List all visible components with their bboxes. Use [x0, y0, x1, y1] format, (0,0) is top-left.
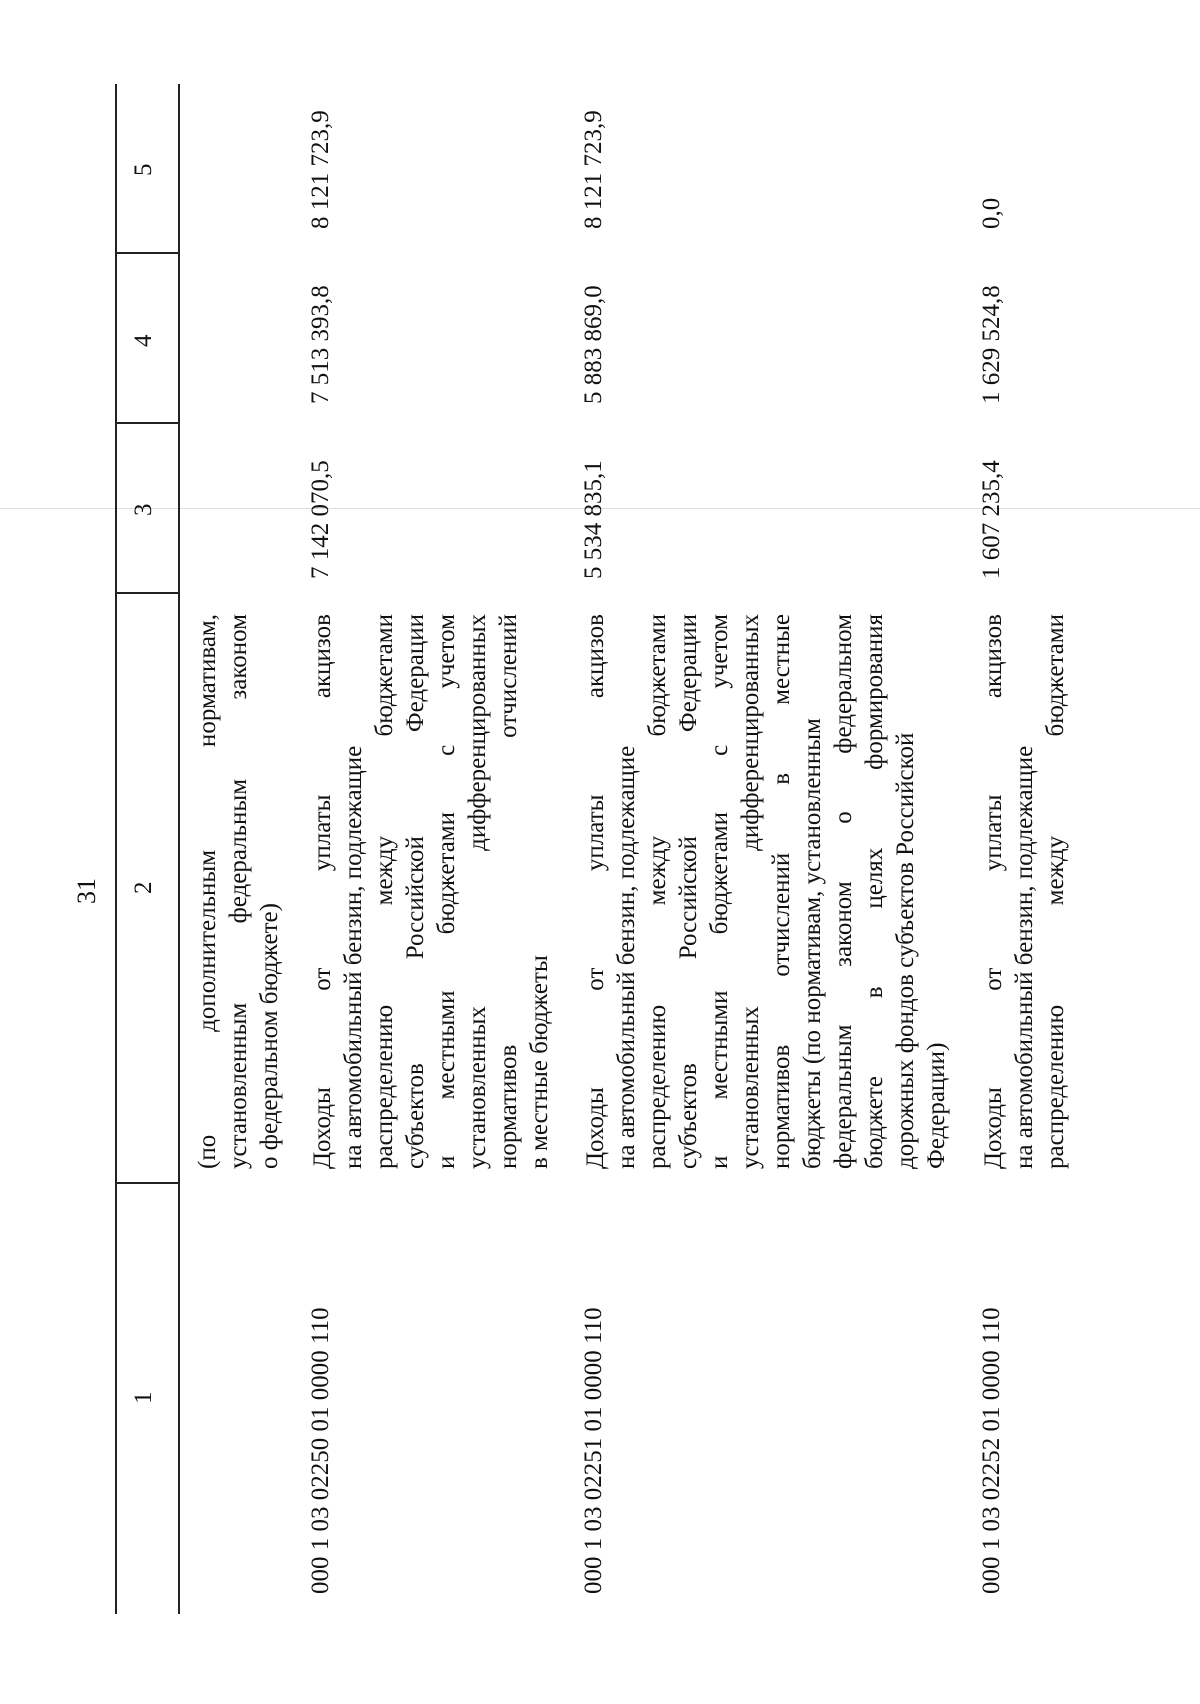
description-word: с	[706, 744, 733, 756]
description-line	[673, 614, 704, 1169]
description-word: распределению	[371, 1004, 398, 1169]
description-line	[890, 614, 921, 1169]
description-word: Доходы	[309, 1087, 336, 1169]
description-line	[1040, 614, 1071, 1169]
description-word: (по	[194, 1134, 221, 1169]
description-word: Федерации	[675, 614, 702, 733]
description-line	[254, 614, 285, 1169]
description-word: от	[309, 967, 336, 991]
description-line	[400, 614, 431, 1169]
row-0-description	[192, 614, 285, 1169]
description-word: федеральном	[830, 614, 857, 754]
row-2-col3: 5 534 835,1	[580, 460, 607, 579]
row-3-code: 000 1 03 02252 01 0000 110	[978, 1307, 1005, 1594]
description-line	[642, 614, 673, 1169]
description-word: бюджетами	[644, 614, 671, 737]
description-line	[462, 614, 493, 1169]
description-word: установленным	[225, 1002, 252, 1169]
description-word: Доходы	[980, 1087, 1007, 1169]
description-line	[921, 614, 952, 1169]
column-divider-1	[115, 1183, 178, 1185]
description-word: уплаты	[582, 794, 609, 872]
description-line	[369, 614, 400, 1169]
description-word: дифференцированных	[464, 614, 491, 851]
description-word: в местные бюджеты	[526, 955, 553, 1169]
description-line	[580, 614, 611, 1169]
description-word: установленных	[464, 1006, 491, 1169]
description-word: бюджетами	[1042, 614, 1069, 737]
row-3-description	[978, 614, 1071, 1169]
table-top-border	[115, 84, 117, 1614]
description-line	[192, 614, 223, 1169]
description-word: законом	[830, 881, 857, 967]
description-line	[524, 614, 555, 1169]
description-word: нормативам,	[194, 614, 221, 748]
description-word: учетом	[433, 614, 460, 689]
description-word: дифференцированных	[737, 614, 764, 851]
description-word: на автомобильный бензин, подлежащие	[613, 745, 640, 1169]
row-3-col4: 1 629 524,8	[978, 285, 1005, 404]
description-line	[859, 614, 890, 1169]
row-2-description	[580, 614, 952, 1169]
description-word: законом	[225, 614, 252, 700]
description-word: дополнительным	[194, 849, 221, 1032]
description-word: бюджетами	[706, 812, 733, 935]
description-word: акцизов	[309, 614, 336, 699]
description-line	[735, 614, 766, 1169]
column-header-4: 4	[130, 334, 157, 347]
description-word: формирования	[861, 614, 888, 770]
description-word: местными	[433, 990, 460, 1100]
description-word: местные	[768, 614, 795, 705]
row-2-col5: 8 121 723,9	[580, 110, 607, 229]
row-3-col3: 1 607 235,4	[978, 460, 1005, 579]
description-word: уплаты	[309, 794, 336, 872]
description-word: и	[433, 1155, 460, 1169]
row-1-description	[307, 614, 555, 1169]
header-bottom-border	[178, 84, 180, 1614]
description-word: отчислений	[768, 852, 795, 977]
description-word: Российской	[675, 836, 702, 960]
description-word: целях	[861, 847, 888, 909]
description-word: бюджетами	[433, 812, 460, 935]
description-word: с	[433, 744, 460, 756]
row-3-col5: 0,0	[978, 197, 1005, 229]
description-word: распределению	[1042, 1004, 1069, 1169]
description-line	[431, 614, 462, 1169]
description-word: в	[768, 772, 795, 785]
description-word: и	[706, 1155, 733, 1169]
description-line	[223, 614, 254, 1169]
description-word: на автомобильный бензин, подлежащие	[340, 745, 367, 1169]
description-line	[338, 614, 369, 1169]
row-1-col5: 8 121 723,9	[307, 110, 334, 229]
description-word: субъектов	[675, 1063, 702, 1169]
description-line	[611, 614, 642, 1169]
description-line	[493, 614, 524, 1169]
description-word: бюджеты (по нормативам, установленным	[799, 718, 826, 1169]
description-line	[307, 614, 338, 1169]
description-word: нормативов	[495, 1044, 522, 1169]
description-line	[978, 614, 1009, 1169]
description-word: в	[861, 986, 888, 999]
page-number: 31	[72, 878, 101, 904]
description-word: о	[830, 811, 857, 824]
description-word: субъектов	[402, 1063, 429, 1169]
column-header-5: 5	[130, 163, 157, 176]
column-header-2: 2	[130, 881, 157, 894]
row-1-code: 000 1 03 02250 01 0000 110	[307, 1307, 334, 1594]
description-word: между	[644, 835, 671, 906]
description-word: бюджете	[861, 1076, 888, 1169]
description-word: Доходы	[582, 1087, 609, 1169]
description-line	[704, 614, 735, 1169]
row-2-col4: 5 883 869,0	[580, 285, 607, 404]
description-word: распределению	[644, 1004, 671, 1169]
row-2-code: 000 1 03 02251 01 0000 110	[580, 1307, 607, 1594]
description-word: о федеральном бюджете)	[256, 903, 283, 1169]
description-word: бюджетами	[371, 614, 398, 737]
column-header-1: 1	[130, 1391, 157, 1404]
column-divider-4	[115, 253, 178, 255]
description-word: Федерации	[402, 614, 429, 733]
description-word: между	[1042, 835, 1069, 906]
description-word: федеральным	[225, 778, 252, 924]
column-header-3: 3	[130, 503, 157, 516]
description-word: Федерации)	[923, 1042, 950, 1169]
description-word: уплаты	[980, 794, 1007, 872]
description-word: местными	[706, 990, 733, 1100]
description-line	[1009, 614, 1040, 1169]
row-1-col3: 7 142 070,5	[307, 460, 334, 579]
description-word: от	[980, 967, 1007, 991]
row-1-col4: 7 513 393,8	[307, 285, 334, 404]
description-word: отчислений	[495, 614, 522, 738]
description-word: от	[582, 967, 609, 991]
description-line	[828, 614, 859, 1169]
description-word: акцизов	[980, 614, 1007, 699]
description-word: учетом	[706, 614, 733, 689]
column-divider-2	[115, 593, 178, 595]
description-word: установленных	[737, 1006, 764, 1169]
description-word: на автомобильный бензин, подлежащие	[1011, 745, 1038, 1169]
description-word: дорожных фондов субъектов Российской	[892, 732, 919, 1169]
description-line	[797, 614, 828, 1169]
column-divider-3	[115, 423, 178, 425]
description-word: акцизов	[582, 614, 609, 699]
description-word: между	[371, 835, 398, 906]
description-line	[766, 614, 797, 1169]
description-word: федеральным	[830, 1024, 857, 1169]
description-word: нормативов	[768, 1044, 795, 1169]
description-word: Российской	[402, 836, 429, 960]
